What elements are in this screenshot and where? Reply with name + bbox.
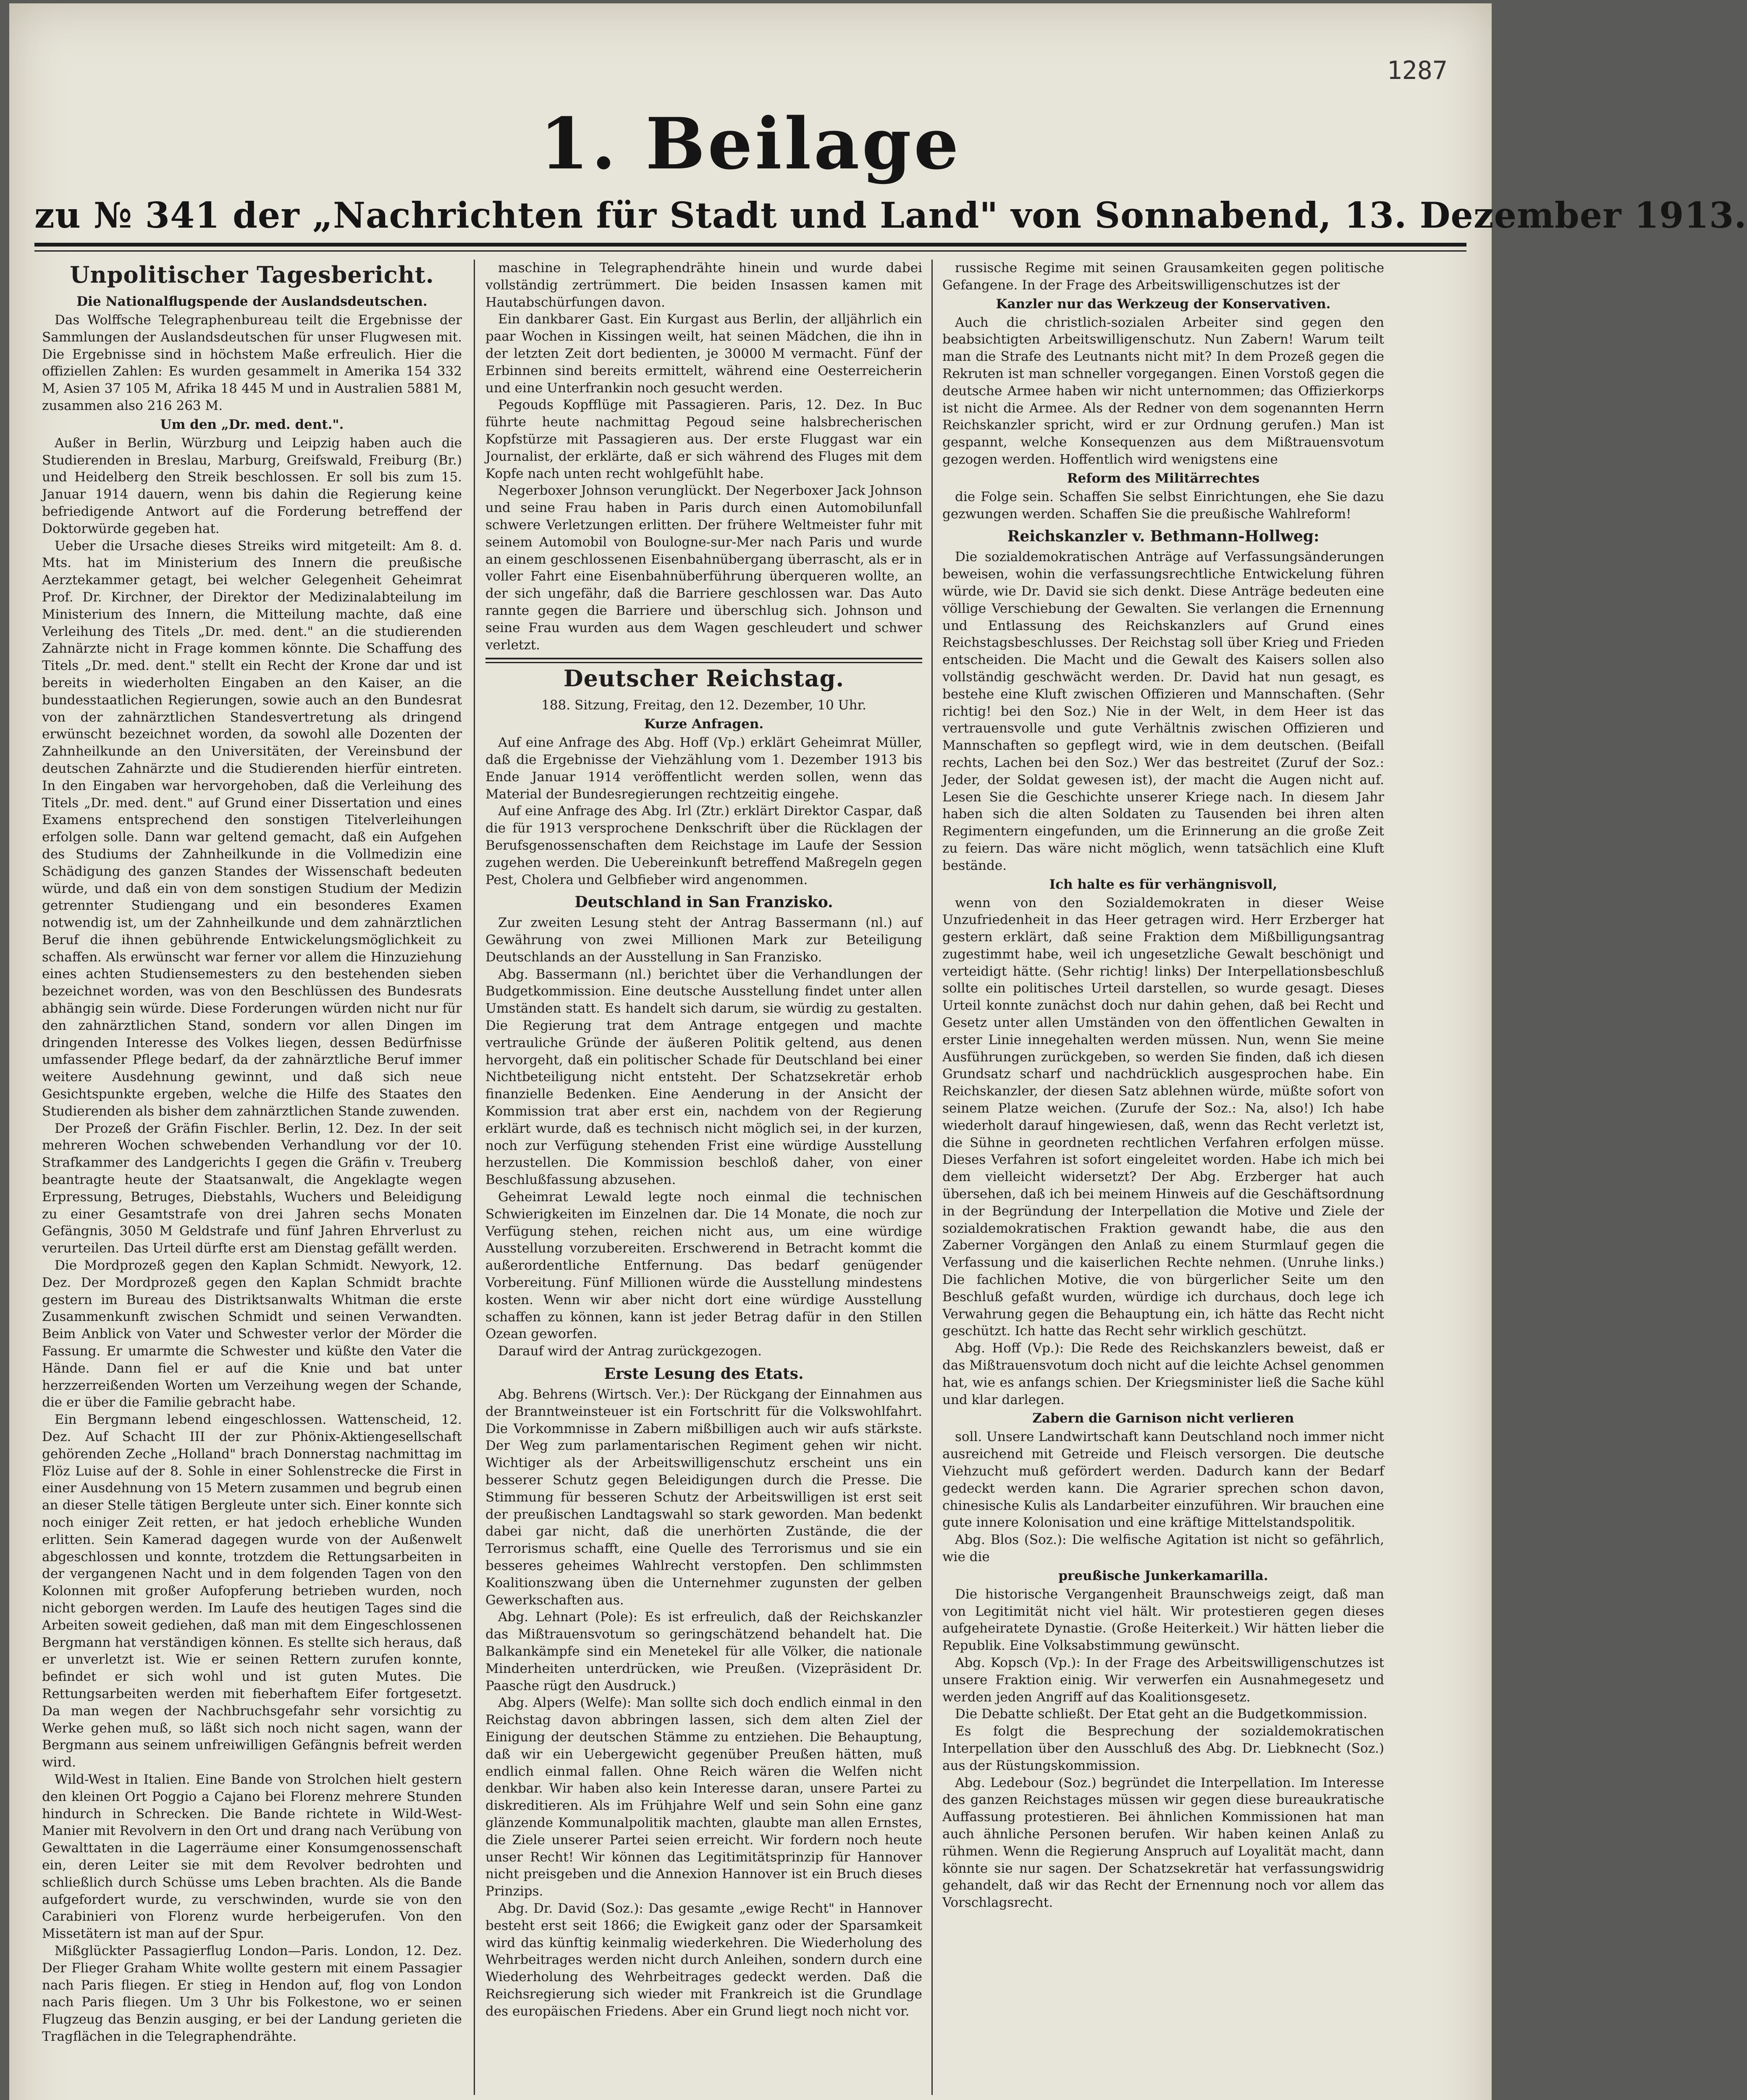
paragraph: Pegouds Kopfflüge mit Passagieren. Paris, 12. Dez. In Buc führte heute nachmittag Pegoud seine halsbrecherischen Kopfstürze mit Passagieren aus. Der erste Fluggast war ein Journalist, der erklärte, daß er sich während des Fluges mit dem Kopfe nach unten recht wohlgefühlt habe. [485, 397, 922, 481]
paragraph: soll. Unsere Landwirtschaft kann Deutschland noch immer nicht ausreichend mit Getreide und Fleisch versorgen. Die deutsche Viehzucht muß gefördert werden. Dadurch kann der Bedarf gedeckt werden kann. Die Agrarier sprechen schon davon, chinesische Kulis als Landarbeiter einzuführen. Wir brauchen eine gute innere Kolonisation und eine kräftige Mittelstandspolitik. [942, 1429, 1384, 1530]
masthead [9, 102, 1492, 185]
paragraph: Außer in Berlin, Würzburg und Leipzig haben auch die Studierenden in Breslau, Marburg, Greifswald, Freiburg (Br.) und Heidelberg den Streik beschlossen. Er soll bis zum 15. Januar 1914 dauern, wenn bis dahin die Regierung keine befriedigende Antwort auf die Forderung betreffend der Doktorwürde gegeben hat. [42, 435, 462, 536]
masthead-rule-thin [34, 250, 1466, 252]
subheading: Kanzler nur das Werkzeug der Konservativen. [996, 296, 1331, 312]
article-list [485, 260, 922, 654]
paragraph: Auf eine Anfrage des Abg. Irl (Ztr.) erklärt Direktor Caspar, daß die für 1913 versprochene Denkschrift über die Rücklagen der Berufsgenossenschaften dem Reichstage im Laufe der Session zugehen werden. Die Uebereinkunft betreffend Maßregeln gegen Pest, Cholera und Gelbfieber wird angenommen. [485, 803, 922, 887]
paragraph: Die Mordprozeß gegen den Kaplan Schmidt. Newyork, 12. Dez. Der Mordprozeß gegen den Kaplan Schmidt brachte gestern im Bureau des Distriktsanwalts Whitman die erste Zusammenkunft zwischen Schmidt und seinen Verwandten. Beim Anblick von Vater und Schwester verlor der Mörder die Fassung. Er umarmte die Schwester und küßte den Vater die Hände. Dann fiel er auf die Knie und bat unter herzzerreißenden Worten um Verzeihung wegen der Schande, die er über die Familie gebracht habe. [42, 1258, 462, 1410]
subheading: preußische Junkerkamarilla. [1058, 1568, 1268, 1583]
column-divider [931, 260, 933, 2095]
masthead-subtitle: zu № 341 der „Nachrichten für Stadt und Land" von Sonnabend, 13. Dezember 1913. [34, 194, 1747, 236]
paragraph: Auch die christlich-sozialen Arbeiter sind gegen den beabsichtigten Arbeitswilligenschutz. Nun Zabern! Warum teilt man die Strafe des Leutnants nicht mit? In dem Prozeß gegen die Rekruten ist man schneller vorgegangen. Einen Vorstoß gegen die deutsche Armee haben wir nicht unternommen; das Offizierkorps ist nicht die Armee. Als der Redner von dem sogenannten Herrn Reichskanzler spricht, wird er zur Ordnung gerufen.) Man ist gespannt, welche Konsequenzen aus dem Mißtrauensvotum gezogen werden. Hoffentlich wird wenigstens eine [942, 315, 1384, 467]
article-body [485, 914, 922, 1360]
chancellor-heading: Reichskanzler v. Bethmann-Hollweg: [1007, 528, 1319, 546]
paragraph: Abg. Ledebour (Soz.) begründet die Interpellation. Im Interesse des ganzen Reichstages müssen wir gegen diese bureaukratische Auffassung protestieren. Bei ähnlichen Kommissionen hat man auch ähnliche Personen berufen. Wir haben keinen Anlaß zu rühmen. Wenn die Regierung Anspruch auf Loyalität macht, dann könnte sie nur sagen. Der Schatzsekretär hat verfassungswidrig gehandelt, daß wir das Recht der Ernennung noch vor allem das Vorschlagsrecht. [942, 1775, 1384, 1911]
article-body [942, 314, 1384, 468]
paragraph: Wild-West in Italien. Eine Bande von Strolchen hielt gestern den kleinen Ort Poggio a Cajano bei Florenz mehrere Stunden hindurch in Schrecken. Die Bande richtete in Wild-West-Manier mit Revolvern in den Ort und drang nach Verübung von Gewalttaten in die Lagerräume einer Konsumgenossenschaft ein, deren Leiter sie mit dem Revolver bedrohten und schließlich durch Schüsse ums Leben brachten. Als die Bande aufgefordert wurde, zu verschwinden, wurde sie von den Carabinieri von Florenz wurde herbeigerufen. Von den Missetätern ist man auf der Spur. [42, 1772, 462, 1942]
paragraph: Ueber die Ursache dieses Streiks wird mitgeteilt: Am 8. d. Mts. hat im Ministerium des Innern die preußische Aerztekammer getagt, bei welcher Gelegenheit Geheimrat Prof. Dr. Kirchner, der Direktor der Medizinalabteilung im Ministerium des Innern, die Mitteilung machte, daß eine Verleihung des Titels „Dr. med. dent." an die studierenden Zahnärzte nicht in Frage kommen könnte. Die Schaffung des Titels „Dr. med. dent." stellt ein Recht der Krone dar und ist bereits in wiederholten Eingaben an den Kaiser, an die bundesstaatlichen Regierungen, sowie auch an den Bundesrat von der zahnärztlichen Standesvertretung als dringend erwünscht bezeichnet worden, da sowohl alle Dozenten der Zahnheilkunde an den Universitäten, der Vereinsbund der deutschen Zahnärzte und die Studierenden hierfür eintreten. In den Eingaben war hervorgehoben, daß die Verleihung des Titels „Dr. med. dent." auf Grund einer Dissertation und eines Examens entsprechend den sonstigen Titelverleihungen erfolgen solle. Dann war geltend gemacht, daß ein Aufgehen des Studiums der Zahnheilkunde in die Vollmedizin eine Schädigung des ganzen Standes der Wissenschaft bedeuten würde, und daß ein von dem sonstigen Studium der Medizin getrennter Studiengang und ein besonderes Examen notwendig ist, um der Zahnheilkunde und dem zahnärztlichen Beruf die ihnen gebührende Entwickelungsmöglichkeit zu schaffen. Als erwünscht war ferner vor allem die Hinzuziehung eines achten Studiensemesters zu den bestehenden sieben bezeichnet worden, was von den Beschlüssen des Bundesrats abhängig sein würde. Diese Forderungen würden nicht nur für den zahnärztlichen Stand, sondern vor allen Dingen im dringenden Interesse des Volkes liegen, dessen Bedürfnisse umfassender Pflege bedarf, da der zahnärztliche Beruf immer weitere Ausdehnung gewinnt, und daß sich neue Gesichtspunkte ergeben, welche die Hilfe des Staates den Studierenden als bisher dem zahnärztlichen Stande zuwenden. [42, 538, 462, 1119]
subheading: Deutschland in San Franzisko. [574, 893, 833, 911]
paragraph: Der Prozeß der Gräfin Fischler. Berlin, 12. Dez. In der seit mehreren Wochen schwebenden Verhandlung vor der 10. Strafkammer des Landgerichts I gegen die Gräfin v. Treuberg beantragte heute der Staatsanwalt, die Angeklagte wegen Erpressung, Betruges, Diebstahls, Wuchers und Beleidigung zu einer Gesamtstrafe von drei Jahren sechs Monaten Gefängnis, 3050 M Geldstrafe und fünf Jahren Ehrverlust zu verurteilen. Das Urteil dürfte erst am Dienstag gefällt werden. [42, 1121, 462, 1256]
article-body [942, 260, 1384, 294]
paragraph: Mißglückter Passagierflug London—Paris. London, 12. Dez. Der Flieger Graham White wollte gestern mit einem Passagier nach Paris fliegen. Er stieg in Hendon auf, flog von London nach Paris fliegen. Um 3 Uhr bis Folkestone, wo er seinen Flugzeug das Benzin ausging, er bei der Landung gerieten die Tragflächen in die Telegraphendrähte. [42, 1943, 462, 2044]
paragraph: die Folge sein. Schaffen Sie selbst Einrichtungen, ehe Sie dazu gezwungen werden. Schaffen Sie die preußische Wahlreform! [942, 489, 1384, 522]
paragraph: Auf eine Anfrage des Abg. Hoff (Vp.) erklärt Geheimrat Müller, daß die Ergebnisse der Viehzählung vom 1. Dezember 1913 bis Ende Januar 1914 veröffentlicht werden sollen, wenn das Material der Bundesregierungen rechtzeitig eingehe. [485, 735, 922, 802]
paragraph: Abg. Bassermann (nl.) berichtet über die Verhandlungen der Budgetkommission. Eine deutsche Ausstellung findet unter allen Umständen statt. Es handelt sich darum, sie würdig zu gestalten. Die Regierung trat dem Antrage entgegen und machte vertrauliche Gründe der äußeren Politik geltend, aus denen hervorgeht, daß ein politischer Schade für Deutschland bei einer Nichtbeteiligung nicht entsteht. Der Schatzsekretär erhob finanzielle Bedenken. Eine Aenderung in der Ansicht der Kommission trat aber erst ein, nachdem von der Regierung erklärt wurde, daß es technisch nicht möglich sei, in der kurzen, noch zur Verfügung stehenden Frist eine würdige Ausstellung herzustellen. Die Kommission beschloß daher, von einer Beschlußfassung abzusehen. [485, 966, 922, 1188]
paragraph: Abg. Hoff (Vp.): Die Rede des Reichskanzlers beweist, daß er das Mißtrauensvotum doch nicht auf die leichte Achsel genommen hat, wie es anfangs schien. Der Kriegsminister ließ die Sache kühl und klar darlegen. [942, 1341, 1384, 1407]
newspaper-page [9, 3, 1747, 2100]
paragraph: maschine in Telegraphendrähte hinein und wurde dabei vollständig zertrümmert. Die beiden Insassen kamen mit Hautabschürfungen davon. [485, 260, 922, 310]
paragraph: Zur zweiten Lesung steht der Antrag Bassermann (nl.) auf Gewährung von zwei Millionen Mark zur Beteiligung Deutschlands an der Ausstellung in San Franzisko. [485, 915, 922, 965]
paragraph: Ein Bergmann lebend eingeschlossen. Wattenscheid, 12. Dez. Auf Schacht III der zur Phönix-Aktiengesellschaft gehörenden Zeche „Holland" brach Donnerstag nachmittag im Flöz Luise auf der 8. Sohle in einer Sohlenstrecke die First in einer Ausdehnung von 15 Metern zusammen und begrub einen an dieser Stelle tätigen Bergleute unter sich. Einer konnte sich noch einiger Zeit retten, er hat jedoch erhebliche Wunden erlitten. Sein Kamerad dagegen wurde von der Außenwelt abgeschlossen und konnte, trotzdem die Rettungsarbeiten in der vergangenen Nacht und in dem folgenden Tagen von den Kolonnen mit großer Aufopferung betrieben wurden, noch nicht geborgen werden. Im Laufe des heutigen Tages sind die Arbeiten soweit gediehen, daß man mit dem Eingeschlossenen Bergmann hat verständigen können. Es stellte sich heraus, daß er unverletzt ist. Wie er seinen Rettern zurufen konnte, befindet er sich wohl und ist guten Mutes. Die Rettungsarbeiten werden mit fieberhaftem Eifer fortgesetzt. Da man wegen der Nachbruchsgefahr sehr vorsichtig zu Werke gehen muß, so läßt sich noch nicht sagen, wann der Bergmann aus seinem unfreiwilligen Gefängnis befreit werden wird. [42, 1412, 462, 1770]
subheading: Erste Lesung des Etats. [604, 1365, 804, 1383]
paragraph: russische Regime mit seinen Grausamkeiten gegen politische Gefangene. In der Frage des Arbeitswilligenschutzes ist der [942, 260, 1384, 293]
subheading: Kurze Anfragen. [644, 717, 764, 732]
paragraph: Darauf wird der Antrag zurückgezogen. [498, 1344, 762, 1359]
section-heading: Unpolitischer Tagesbericht. [70, 261, 434, 288]
article-body [942, 1428, 1384, 1565]
subheading: Ich halte es für verhängnisvoll, [1049, 877, 1277, 892]
session-line: 188. Sitzung, Freitag, den 12. Dezember, 10 Uhr. [541, 698, 866, 713]
reichstag-heading: Deutscher Reichstag. [563, 665, 845, 692]
article-body [942, 549, 1384, 874]
paragraph: Negerboxer Johnson verunglückt. Der Negerboxer Jack Johnson und seine Frau haben in Paris durch einen Automobilunfall schwere Verletzungen erlitten. Der frühere Weltmeister fuhr mit seinem Automobil von Boulogne-sur-Mer nach Paris und wurde an einem geschlossenen Eisenbahnübergang überrascht, als er in voller Fahrt eine Eisenbahnüberführung überqueren wollte, an der sich ungefähr, daß die Barriere geschlossen war. Das Auto rannte gegen die Barriere und überschlug sich. Johnson und seine Frau wurden aus dem Wagen geschleudert und schwer verletzt. [485, 483, 922, 653]
column-3 [942, 260, 1384, 2100]
article-title: Die Nationalflugspende der Auslandsdeutschen. [76, 294, 428, 309]
article-body [485, 1386, 922, 2020]
paragraph: Die historische Vergangenheit Braunschweigs zeigt, daß man von Legitimität nicht viel hält. Wir protestieren gegen dieses aufgeheiratete Dynastie. (Große Heiterkeit.) Wir hätten lieber die Republik. Eine Volksabstimmung gewünscht. [942, 1586, 1384, 1654]
paragraph: Die sozialdemokratischen Anträge auf Verfassungsänderungen beweisen, wohin die verfassungsrechtliche Entwickelung führen würde, wie Dr. David sie sich denkt. Diese Anträge bedeuten eine völlige Verschiebung der Gewalten. Sie verlangen die Ernennung und Entlassung des Reichskanzlers auf Grund eines Reichstagsbeschlusses. Der Reichstag soll über Krieg und Frieden entscheiden. Die Macht und die Gewalt des Kaisers sollen also vollständig geschwächt werden. Dr. David hat nun gesagt, es bestehe eine Kluft zwischen Offizieren und Mannschaften. (Sehr richtig! bei den Soz.) Nie in der Welt, in dem Heer ist das vertrauensvolle und gute Verhältnis zwischen Offizieren und Mannschaften so gepflegt wird, wie in dem deutschen. (Beifall rechts, Lachen bei den Soz.) Wer das bestreitet (Zuruf der Soz.: Jeder, der Soldat gewesen ist), der macht die Augen nicht auf. Lesen Sie die Geschichte unserer Kriege nach. In diesem Jahr haben sich die alten Soldaten zu Tausenden bei ihren alten Regimentern eingefunden, um die Erinnerung an die große Zeit zu feiern. Das wäre nicht möglich, wenn tatsächlich eine Kluft bestände. [942, 549, 1384, 873]
paragraph: Abg. Alpers (Welfe): Man sollte sich doch endlich einmal in den Reichstag davon abbringen lassen, sich dem alten Ziel der Einigung der deutschen Stämme zu entziehen. Die Behauptung, daß wir ein Uebergewicht gegenüber Preußen hätten, muß endlich einmal fallen. Ohne Reich wären die Welfen nicht denkbar. Wir haben also kein Interesse daran, unsere Partei zu diskreditieren. Als im Frühjahre Welf und sein Sohn eine ganz glänzende Kommunalpolitik machten, glaubte man allen Ernstes, die Ziele unserer Partei seien erreicht. Wir fordern noch heute unser Recht! Wir können das Legitimitätsprinzip für Hannover nicht preisgeben und die Annexion Hannover ist ein Bruch dieses Prinzips. [485, 1695, 922, 1899]
supplement-title: 1. Beilage [540, 102, 961, 185]
paragraph: wenn von den Sozialdemokraten in dieser Weise Unzufriedenheit in das Heer getragen wird. Herr Erzberger hat gestern erklärt, daß seine Fraktion dem Mißbilligungsantrag zugestimmt habe, weil ich ungesetzliche Gewalt beschönigt und verteidigt hätte. (Sehr richtig! links) Der Interpellationsbeschluß sollte ein politisches Urteil darstellen, so wurde gesagt. Dieses Urteil konnte zunächst doch nur dahin gehen, daß bei Recht und Gesetz unter allen Umständen von den öffentlichen Gewalten in erster Linie innegehalten werden müssen. Nun, wenn Sie meine Ausführungen zurückgeben, so werden Sie finden, daß ich diesen Grundsatz scharf und nachdrücklich ausgesprochen habe. Ein Reichskanzler, der diesen Satz ablehnen würde, müßte sofort von seinem Platze weichen. (Zurufe der Soz.: Na, also!) Ich habe wiederholt darauf hingewiesen, daß, wenn das Recht verletzt ist, die Sühne in geordneten rechtlichen Verfahren erfolgen müsse. Dieses Verfahren ist sofort eingeleitet worden. Habe ich mich bei dem vielleicht widersetzt? Der Abg. Erzberger hat auch übersehen, daß ich bei meinem Hinweis auf die Geschäftsordnung in der Begründung der Interpellation die Motive und Ziele der sozialdemokratischen Fraktion gewandt habe, die aus den Zaberner Vorgängen den Anlaß zu einem Sturmlauf gegen die Verfassung und die kaiserlichen Rechte nehmen. (Unruhe links.) Die fachlichen Motive, die von bürgerlicher Seite um den Beschluß gefaßt wurden, würdige ich durchaus, doch lege ich Verwahrung gegen die Behauptung ein, ich hätte das Recht nicht geschützt. Ich hatte das Recht sehr wirklich geschützt. [942, 895, 1384, 1339]
paragraph: Abg. Behrens (Wirtsch. Ver.): Der Rückgang der Einnahmen aus der Branntweinsteuer ist ein Fortschritt für die Volkswohlfahrt. Die Vorkommnisse in Zabern mißbilligen auch wir aufs stärkste. Der Weg zum parlamentarischen Regiment gehen wir nicht. Wichtiger als der Arbeitswilligenschutz erscheint uns ein besserer Schutz gegen Beleidigungen durch die Presse. Die Stimmung für besseren Schutz der Arbeitswilligen ist erst seit der preußischen Landtagswahl so stark geworden. Man bedenkt dabei gar nicht, daß die unerhörten Zustände, die der Terrorismus schafft, eine Quelle des Terrorismus und sie ein besseres geheimes Wahlrecht verstopfen. Den schlimmsten Koalitionszwang üben die Unternehmer zugunsten der gelben Gewerkschaften aus. [485, 1387, 922, 1608]
page-number: 1287 [1387, 56, 1448, 85]
paragraph: Abg. Kopsch (Vp.): In der Frage des Arbeitswilligenschutzes ist unsere Fraktion einig. Wir verwerfen ein Ausnahmegesetz und werden jeden Angriff auf das Koalitionsgesetz. [942, 1655, 1384, 1705]
article-body [942, 488, 1384, 523]
masthead-rule [34, 243, 1466, 247]
divider [485, 658, 922, 659]
divider [485, 662, 922, 663]
article-list [42, 293, 462, 2045]
paragraph: Die Debatte schließt. Der Etat geht an die Budgetkommission. [955, 1706, 1367, 1722]
paragraph: Abg. Blos (Soz.): Die welfische Agitation ist nicht so gefährlich, wie die [942, 1532, 1384, 1564]
paragraph: Es folgt die Besprechung der sozialdemokratischen Interpellation über den Ausschluß des Abg. Dr. Liebknecht (Soz.) aus der Rüstungskommission. [942, 1724, 1384, 1773]
article-body [485, 734, 922, 888]
article-body [942, 1586, 1384, 1911]
paragraph: Geheimrat Lewald legte noch einmal die technischen Schwierigkeiten im Einzelnen dar. Die 14 Monate, die noch zur Verfügung stehen, reichen nicht aus, um eine würdige Ausstellung vorzubereiten. Erschwerend in Betracht kommt die außerordentliche Entfernung. Das bedarf genügender Vorbereitung. Fünf Millionen würde die Ausstellung mindestens kosten. Wenn wir aber nicht dort eine würdige Ausstellung schaffen zu können, kann ist jeder Betrag dafür in den Stillen Ozean geworfen. [485, 1189, 922, 1342]
paragraph: Das Wolffsche Telegraphenbureau teilt die Ergebnisse der Sammlungen der Auslandsdeutschen für unser Flugwesen mit. Die Ergebnisse sind in höchstem Maße erfreulich. Hier die offiziellen Zahlen: Es wurden gesammelt in Amerika 154 332 M, Asien 37 105 M, Afrika 18 445 M und in Australien 5881 M, zusammen also 216 263 M. [42, 312, 462, 413]
column-1 [42, 260, 462, 2100]
paragraph: Abg. Lehnart (Pole): Es ist erfreulich, daß der Reichskanzler das Mißtrauensvotum so geringschätzend behandelt hat. Die Balkankämpfe sind ein Menetekel für alle Völker, die nationale Minderheiten unterdrücken, wie Preußen. (Vizepräsident Dr. Paasche rügt den Ausdruck.) [485, 1609, 922, 1693]
paragraph: Ein dankbarer Gast. Ein Kurgast aus Berlin, der alljährlich ein paar Wochen in Kissingen weilt, hat seinen Mädchen, die ihn in der letzten Zeit dort bedienten, je 30000 M vermacht. Fünf der Erbinnen sind bereits ermittelt, während eine Oesterreicherin und eine Unterfrankin noch gesucht werden. [485, 312, 922, 396]
subheading: Zabern die Garnison nicht verlieren [1032, 1411, 1294, 1426]
column-2 [485, 260, 922, 2100]
column-divider [474, 260, 475, 2095]
article-body [942, 895, 1384, 1409]
subheading: Reform des Militärrechtes [1067, 470, 1260, 486]
paragraph: Abg. Dr. David (Soz.): Das gesamte „ewige Recht" in Hannover besteht erst seit 1866; die Ewigkeit ganz oder der Sparsamkeit wird das künftig keinmalig wiederkehren. Die Wiederholung des Wehrbeitrages werden nicht durch Anleihen, sondern durch eine Wiederholung des Wehrbeitrages gedeckt werden. Daß die Reichsregierung sich wieder mit Frankreich ist die Grundlage des europäischen Friedens. Aber ein Grund liegt noch nicht vor. [485, 1900, 922, 2019]
article-title: Um den „Dr. med. dent.". [160, 417, 344, 432]
